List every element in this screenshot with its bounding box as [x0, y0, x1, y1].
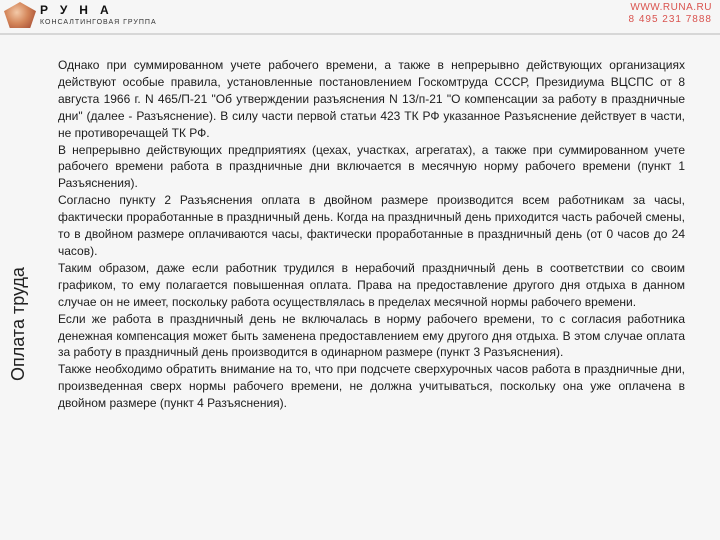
body-text: [58, 57, 685, 412]
paragraph: Таким образом, даже если работник трудился в нерабочий праздничный день в соответствии со своим графиком, то ему полагается повышенная оплата. Права на предоставление другого дня отдыха в данном случае он не имеет, поскольку работа осуществлялась в пределах месячной нормы рабочего времени.: [58, 260, 685, 309]
contact-block: [628, 2, 712, 25]
runa-logo-icon: [4, 2, 36, 28]
paragraph: Согласно пункту 2 Разъяснения оплата в двойном размере производится всем работникам за часы, фактически проработанные в праздничный день. Когда на праздничный день приходится часть рабочей смены, то в двойном размере оплачиваются часы, фактически проработанные в праздничный день (от 0 часов до 24 часов).: [58, 193, 685, 258]
logo-name: РУНА: [40, 3, 121, 17]
paragraph: Если же работа в праздничный день не включалась в норму рабочего времени, то с согласия работника денежная компенсация может быть заменена предоставлением ему другого дня отдыха. В этом случае оплата за работу в праздничный день производится в одинарном размере (пункт 3 Разъяснения).: [58, 311, 685, 360]
paragraph: Также необходимо обратить внимание на то, что при подсчете сверхурочных часов работа в праздничные дни, произведенная сверх нормы рабочего времени, не должна учитываться, поскольку она уже оплачена в двойном размере (пункт 4 Разъяснения).: [58, 362, 685, 411]
logo-subtitle: КОНСАЛТИНГОВАЯ ГРУППА: [40, 19, 157, 26]
website-link[interactable]: WWW.RUNA.RU: [630, 2, 712, 13]
header: [0, 0, 720, 38]
paragraph: Однако при суммированном учете рабочего времени, а также в непрерывно действующих организациях действуют особые правила, установленные постановлением Госкомтруда СССР, Президиума ВЦСПС от 8 августа 1966 г. N 465/П-21 "Об утверждении разъяснения N 13/п-21 "О компенсации за работу в праздничные дни" (далее - Разъяснение). В силу части первой статьи 423 ТК РФ указанное Разъяснение действует в части, не противоречащей ТК РФ.: [58, 58, 685, 140]
paragraph: В непрерывно действующих предприятиях (цехах, участках, агрегатах), а также при суммированном учете рабочего времени работа в праздничные дни включается в месячную норму рабочего времени (пункт 1 Разъяснения).: [58, 142, 685, 191]
side-title: Оплата труда: [8, 267, 28, 381]
header-divider: [0, 33, 720, 35]
phone-number: 8 495 231 7888: [628, 14, 712, 25]
